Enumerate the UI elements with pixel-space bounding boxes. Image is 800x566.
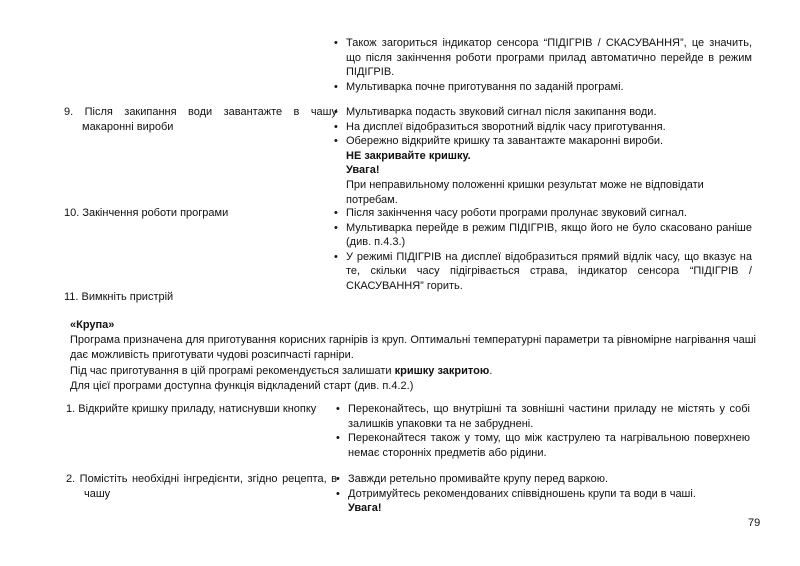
list-item: • Також загориться індикатор сенсора “ПІДІГРІВ / СКАСУВАННЯ”, це значить, що після закінчення роботи програми прилад автоматично перейде в режим ПІДІГРІВ. [334,36,752,80]
warning-text: НЕ закривайте кришку. [346,149,471,162]
list-item: • Після закінчення часу роботи програми пролунає звуковий сигнал. [334,206,752,221]
step-9-bullets [334,105,752,207]
page-number: 79 [748,517,761,529]
recommendation-bold: кришку закритою [394,364,490,377]
krupa-step-1-label: 1. Відкрийте кришку приладу, натиснувши кнопку [66,403,317,415]
step-11-label: 11. Вимкніть пристрій [64,291,174,303]
list-item: • Дотримуйтесь рекомендованих співвідношень крупи та води в чаші. [336,487,750,502]
recommendation-text: Під час приготування в цій програмі рекомендується залишати [70,364,395,377]
list-item: • Завжди ретельно промивайте крупу перед варкою. [336,472,750,487]
note-text: При неправильному положенні кришки результат може не відповідати потребам. [346,178,704,206]
delayed-start-note: Для цієї програми доступна функція відкладений старт (див. п.4.2.) [70,379,414,392]
krupa-step-2-bullets [336,472,750,516]
list-item: • Мультиварка перейде в режим ПІДІГРІВ, якщо його не було скасовано раніше (див. п.4.3.) [334,221,752,250]
step-10-label: 10. Закінчення роботи програми [64,207,229,219]
krupa-step-1-bullets [336,402,750,460]
list-item: • На дисплеї відобразиться зворотний відлік часу приготування. [334,120,752,135]
list-item: • Мультиварка подасть звуковий сигнал після закипання води. [334,105,752,120]
attention-label: Увага! [346,164,380,177]
list-item: • Переконайтесь, що внутрішні та зовнішні частини приладу не містять у собі залишків упаковки та не забруднені. [336,402,750,431]
krupa-section [70,318,756,394]
list-item: • Переконайтеся також у тому, що між каструлею та нагрівальною поверхнею немає сторонніх предметів або рідини. [336,431,750,460]
step-9-label: 9. Після закипання води завантажте в чашу макаронні вироби [64,106,337,133]
attention-label: Увага! [348,502,382,515]
list-item: • У режимі ПІДІГРІВ на дисплеї відобразиться прямий відлік часу, що вказує на те, скільки часу підігрівається страва, індикатор сенсора “ПІДІГРІВ / СКАСУВАННЯ” горить. [334,250,752,294]
intro-bullets [334,36,752,94]
list-item: • Обережно відкрийте кришку та завантажте макаронні вироби. [334,134,752,149]
krupa-paragraph: Програма призначена для приготування корисних гарнірів із круп. Оптимальні температурні параметри та рівномірне нагрівання чаші дає можливість приготувати чудові розсипчасті гарніри. [70,334,756,362]
section-title: «Крупа» [70,319,115,331]
krupa-step-2-label: 2. Помістіть необхідні інгредієнти, згідно рецепта, в чашу [66,473,337,500]
step-10-bullets [334,206,752,294]
list-item: • Мультиварка почне приготування по заданій програмі. [334,80,752,95]
krupa-recommendation [70,364,756,379]
recommendation-end: . [489,364,493,377]
